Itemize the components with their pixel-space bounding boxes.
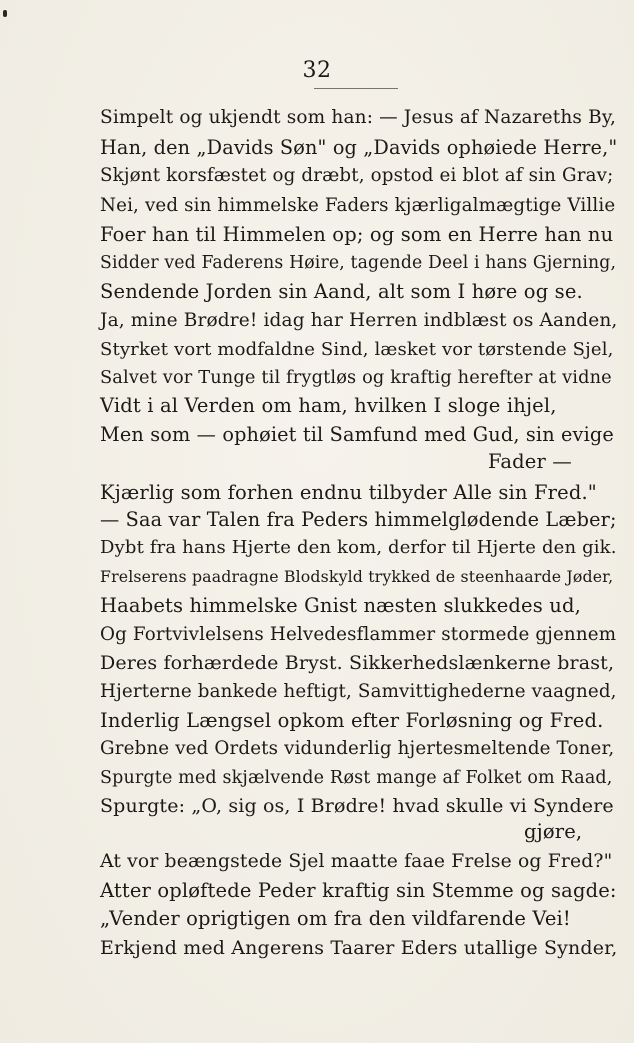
text-line: Men som — ophøiet til Samfund med Gud, sin evige bbox=[100, 423, 614, 446]
text-line: Han, den „Davids Søn" og „Davids ophøiede Herre," bbox=[100, 136, 618, 159]
text-line: Nei, ved sin himmelske Faders kjærligalmægtige Villie bbox=[100, 195, 616, 216]
text-line: Vidt i al Verden om ham, hvilken I sloge ihjel, bbox=[100, 394, 557, 417]
text-line: Og Fortvivlelsens Helvedesflammer stormede gjennem bbox=[100, 624, 617, 645]
text-line: Atter opløftede Peder kraftig sin Stemme og sagde: bbox=[100, 879, 617, 902]
text-line: Frelserens paadragne Blodskyld trykked de steenhaarde Jøder, bbox=[100, 567, 614, 586]
text-line: Spurgte: „O, sig os, I Brødre! hvad skulle vi Syndere bbox=[100, 795, 614, 817]
text-line: Foer han til Himmelen op; og som en Herre han nu bbox=[100, 223, 614, 246]
text-line: Styrket vort modfaldne Sind, læsket vor tørstende Sjel, bbox=[100, 339, 614, 360]
text-line: Salvet vor Tunge til frygtløs og kraftig herefter at vidne bbox=[100, 368, 612, 388]
ink-mark bbox=[3, 10, 7, 17]
text-line: Spurgte med skjælvende Røst mange af Folket om Raad, bbox=[100, 768, 613, 788]
text-line: gjøre, bbox=[524, 820, 583, 843]
header-rule bbox=[314, 88, 398, 89]
text-line: Fader — bbox=[488, 450, 572, 473]
text-line: Kjærlig som forhen endnu tilbyder Alle sin Fred." bbox=[100, 481, 597, 504]
text-line: Erkjend med Angerens Taarer Eders utallige Synder, bbox=[100, 937, 618, 959]
text-line: Haabets himmelske Gnist næsten slukkedes ud, bbox=[100, 594, 581, 617]
text-line: „Vender oprigtigen om fra den vildfarende Vei! bbox=[100, 907, 571, 930]
text-line: Inderlig Længsel opkom efter Forløsning og Fred. bbox=[100, 709, 604, 732]
page-number: 32 bbox=[302, 58, 332, 83]
text-line: Ja, mine Brødre! idag har Herren indblæst os Aanden, bbox=[100, 310, 618, 331]
text-line: Deres forhærdede Bryst. Sikkerhedslænkerne brast, bbox=[100, 652, 615, 674]
text-line: Sendende Jorden sin Aand, alt som I høre og se. bbox=[100, 280, 583, 303]
text-line: Sidder ved Faderens Høire, tagende Deel i hans Gjerning, bbox=[100, 253, 617, 273]
text-line: Grebne ved Ordets vidunderlig hjertesmeltende Toner, bbox=[100, 738, 615, 759]
text-line: Simpelt og ukjendt som han: — Jesus af Nazareths By, bbox=[100, 107, 616, 128]
text-line: Skjønt korsfæstet og dræbt, opstod ei blot af sin Grav; bbox=[100, 165, 614, 186]
text-line: At vor beængstede Sjel maatte faae Frelse og Fred?" bbox=[100, 851, 613, 872]
text-line: Dybt fra hans Hjerte den kom, derfor til Hjerte den gik. bbox=[100, 537, 617, 558]
text-line: — Saa var Talen fra Peders himmelglødende Læber; bbox=[100, 508, 617, 531]
text-line: Hjerterne bankede heftigt, Samvittighederne vaagned, bbox=[100, 681, 617, 702]
